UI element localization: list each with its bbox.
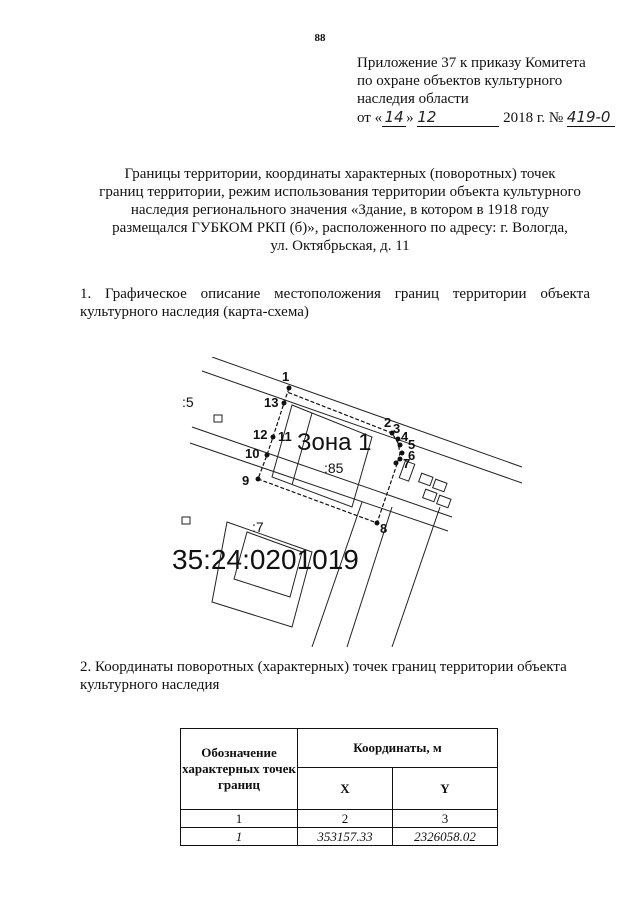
header-x: X	[298, 768, 393, 810]
boundary-point	[394, 461, 399, 466]
title-line-1: Границы территории, координаты характерных (поворотных) точек	[124, 166, 556, 182]
coordinates-table	[180, 728, 498, 846]
page-number: 88	[314, 32, 326, 44]
appendix-date-line	[357, 108, 615, 127]
row-x: 353157.33	[298, 828, 393, 846]
cadastral-block-number: 35:24:0201019	[172, 544, 359, 575]
document-title	[80, 165, 600, 255]
map-building	[423, 489, 437, 502]
map-building	[433, 479, 447, 492]
point-label-13: 13	[264, 395, 279, 410]
point-label-2: 2	[384, 415, 392, 430]
parcel-label-5: :5	[182, 394, 194, 410]
point-label-7: 7	[403, 456, 411, 471]
title-line-4: размещался ГУБКОМ РКП (б)», расположенного по адресу: г. Вологда,	[112, 220, 568, 236]
appendix-header	[357, 54, 615, 127]
order-number: 419-0	[567, 108, 615, 127]
section-2-heading: 2. Координаты поворотных (характерных) точек границ территории объекта культурного наследия	[80, 659, 567, 693]
header-y: Y	[393, 768, 498, 810]
map-scheme	[172, 357, 532, 647]
zone-label: Зона 1	[297, 429, 372, 456]
column-number-3: 3	[393, 810, 498, 828]
boundary-point	[396, 437, 401, 442]
title-line-3: наследия регионального значения «Здание, в котором в 1918 году	[130, 202, 550, 218]
boundary-point	[398, 457, 403, 462]
appendix-line-1: Приложение 37 к приказу Комитета	[357, 55, 586, 71]
column-number-1: 1	[181, 810, 298, 828]
appendix-line-2: по охране объектов культурного	[357, 73, 563, 89]
point-label-10: 10	[245, 446, 260, 461]
map-building	[437, 495, 451, 508]
point-label-5: 5	[408, 437, 416, 452]
boundary-point	[265, 453, 270, 458]
map-building	[419, 473, 433, 486]
title-line-2: границ территории, режим использования территории объекта культурного	[99, 184, 581, 200]
header-point-designation: Обозначение характерных точек границ	[181, 729, 298, 810]
section-1-heading: 1. Графическое описание местоположения границ территории объекта культурного наследия (карта-схема)	[80, 286, 590, 320]
date-day-close: »	[406, 110, 414, 126]
point-label-12: 12	[253, 427, 268, 442]
map-building	[272, 405, 372, 507]
point-label-9: 9	[242, 473, 250, 488]
point-label-1: 1	[282, 369, 290, 384]
date-year: 2018 г. №	[503, 110, 564, 126]
header-coordinates: Координаты, м	[298, 729, 498, 768]
map-building	[214, 415, 222, 422]
map-line	[202, 371, 522, 483]
date-prefix: от «	[357, 110, 383, 126]
point-label-3: 3	[393, 421, 401, 436]
map-building	[182, 517, 190, 524]
boundary-point	[287, 386, 292, 391]
row-point: 1	[181, 828, 298, 846]
column-number-2: 2	[298, 810, 393, 828]
boundary-point	[375, 521, 380, 526]
boundary-point	[256, 477, 261, 482]
parcel-label-85: :85	[324, 460, 344, 476]
date-month: 12	[417, 108, 499, 127]
point-label-8: 8	[380, 521, 388, 536]
row-y: 2326058.02	[393, 828, 498, 846]
point-label-6: 6	[408, 448, 416, 463]
point-label-4: 4	[401, 429, 409, 444]
map-line	[392, 507, 440, 647]
boundary-point	[271, 435, 276, 440]
title-line-5: ул. Октябрьская, д. 11	[270, 238, 410, 254]
parcel-label-7: :7	[252, 519, 264, 535]
appendix-line-3: наследия области	[357, 91, 469, 107]
table-row	[181, 828, 498, 846]
point-label-11: 11	[278, 429, 292, 444]
boundary-point	[400, 451, 405, 456]
boundary-point	[282, 401, 287, 406]
date-day: 14	[382, 108, 406, 127]
